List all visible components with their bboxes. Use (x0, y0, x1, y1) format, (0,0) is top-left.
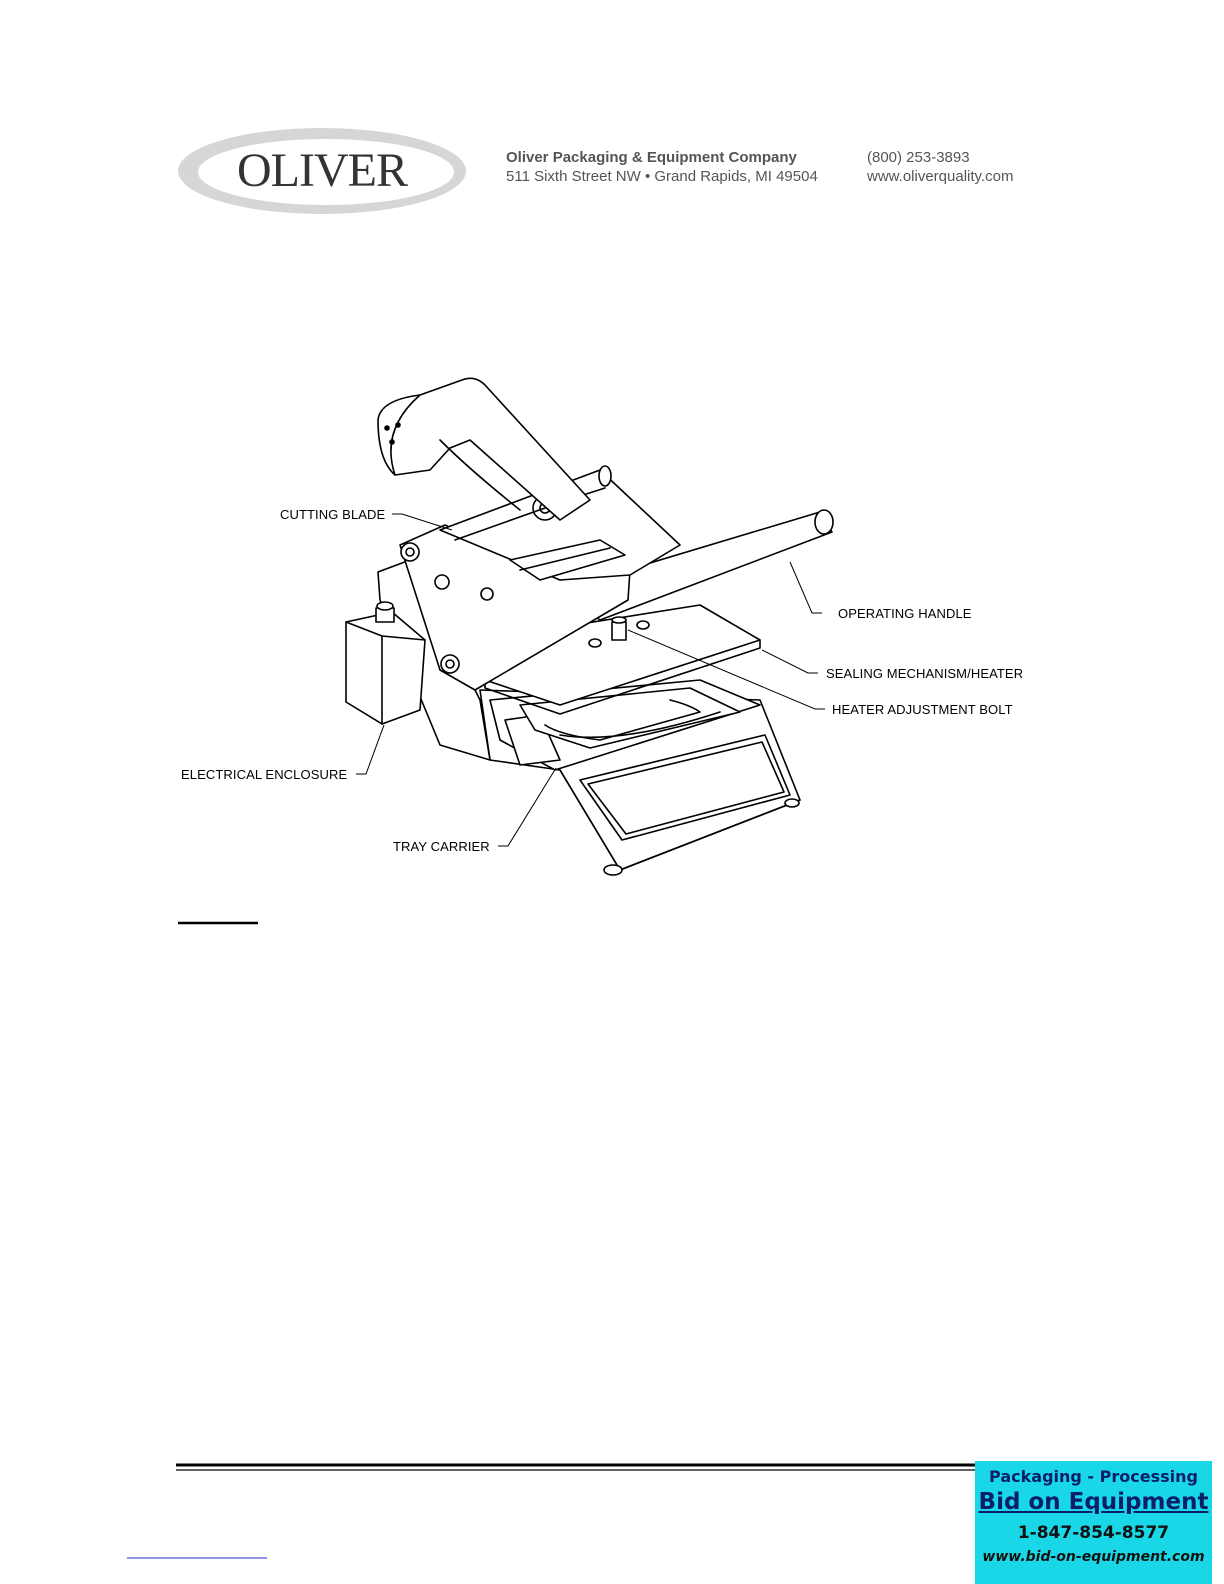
callout-tray-carrier: TRAY CARRIER (393, 839, 490, 854)
callout-operating-handle: OPERATING HANDLE (838, 606, 972, 621)
ad-tagline: Packaging - Processing (989, 1467, 1198, 1486)
callout-sealing-mechanism: SEALING MECHANISM/HEATER (826, 666, 1024, 681)
ad-website[interactable]: www.bid-on-equipment.com (982, 1549, 1205, 1565)
company-website[interactable]: www.oliverquality.com (867, 168, 1014, 185)
ad-title[interactable]: Bid on Equipment (978, 1489, 1209, 1515)
company-address: 511 Sixth Street NW • Grand Rapids, MI 49504 (506, 168, 818, 185)
heater-adjustment-bolt-shape (612, 622, 626, 640)
company-phone: (800) 253-3893 (867, 149, 970, 166)
bid-on-equipment-ad[interactable] (975, 1461, 1212, 1584)
logo-wordmark: OLIVER (237, 144, 407, 197)
callout-heater-adjustment-bolt: HEATER ADJUSTMENT BOLT (832, 702, 1013, 717)
callout-electrical-enclosure: ELECTRICAL ENCLOSURE (181, 767, 348, 782)
callout-cutting-blade: CUTTING BLADE (280, 507, 386, 522)
company-name: Oliver Packaging & Equipment Company (506, 149, 797, 166)
ad-phone: 1-847-854-8577 (1017, 1523, 1170, 1543)
arched-frame (378, 378, 590, 520)
